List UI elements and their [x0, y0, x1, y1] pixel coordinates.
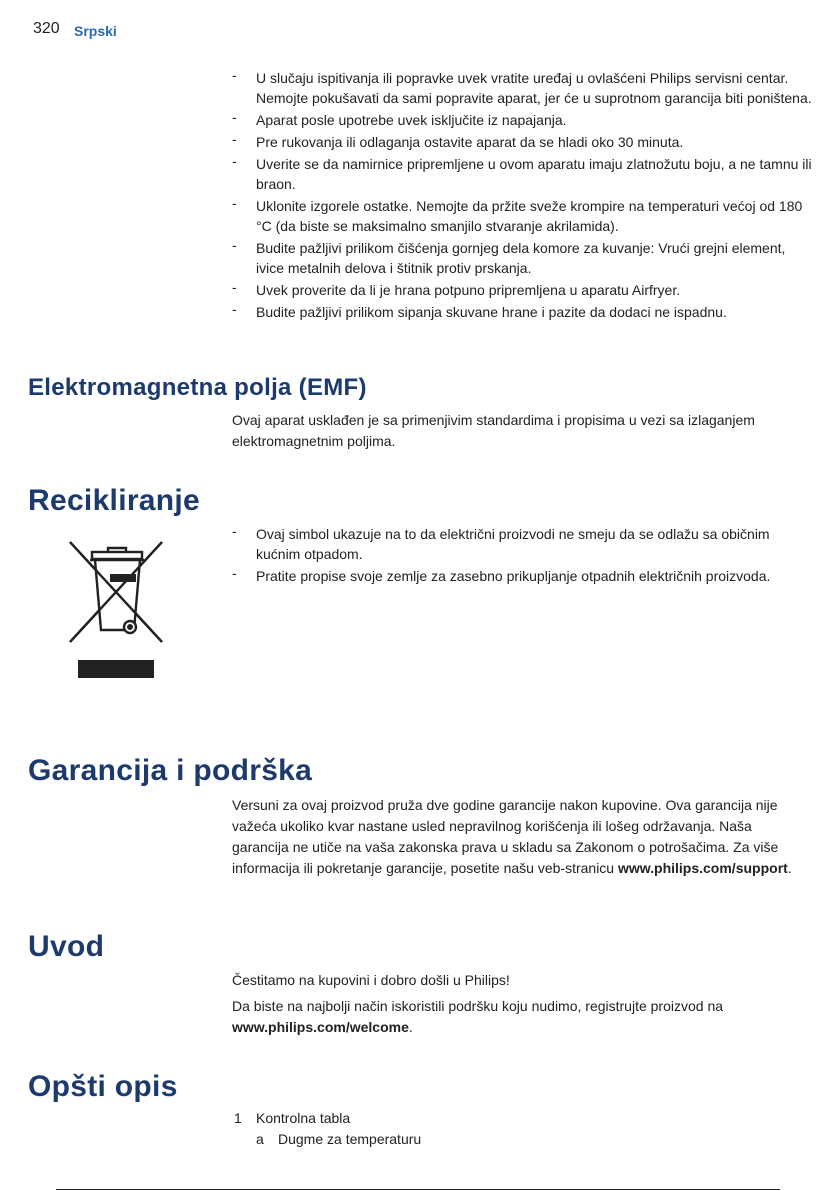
overview-heading: Opšti opis: [28, 1070, 178, 1103]
intro-greeting: Čestitamo na kupovini i dobro došli u Philips!: [232, 972, 510, 988]
language-label: Srpski: [74, 23, 117, 39]
intro-text: Da biste na najbolji način iskoristili podršku koju nudimo, registrujte proizvod na www.philips.com/welcome.: [232, 998, 724, 1035]
emf-heading: Elektromagnetna polja (EMF): [28, 374, 367, 401]
weee-crossed-bin-icon: [68, 538, 164, 680]
list-item: - Ovaj simbol ukazuje na to da električni proizvodi ne smeju da se odlažu sa običnim kućnim otpadom.: [232, 523, 770, 562]
list-item: - Uvek proverite da li je hrana potpuno pripremljena u aparatu Airfryer.: [232, 279, 681, 298]
list-item: - Pratite propise svoje zemlje za zasebno prikupljanje otpadnih električnih proizvoda.: [232, 565, 771, 584]
list-item: - Uklonite izgorele ostatke. Nemojte da pržite sveže krompire na temperaturi većoj od 180 °C (da biste se maksimalno smanjilo stvaranje akrilamida).: [232, 195, 803, 234]
list-item: - Budite pažljivi prilikom sipanja skuvane hrane i pazite da dodaci ne ispadnu.: [232, 301, 727, 320]
welcome-link[interactable]: www.philips.com/welcome: [232, 1019, 409, 1035]
recycling-heading: Recikliranje: [28, 484, 201, 517]
intro-heading: Uvod: [28, 930, 105, 963]
warranty-text: Versuni za ovaj proizvod pruža dve godine garancije nakon kupovine. Ova garancija nije važeća ukoliko kvar nastane usled nepravilnog korišćenja ili lošeg održavanja. Naša garancija ne utiče na vaša zakonska prava u skladu sa Zakonom o potrošačima. Za više informacija ili pokretanje garancije, posetite našu veb-stranicu www.philips.com/support.: [232, 797, 792, 876]
page-number: 320: [33, 20, 60, 37]
footer-rule: [56, 1189, 780, 1190]
warranty-heading: Garancija i podrška: [28, 754, 313, 787]
list-item: - Aparat posle upotrebe uvek isključite iz napajanja.: [232, 109, 567, 128]
list-item: - Pre rukovanja ili odlaganja ostavite aparat da se hladi oko 30 minuta.: [232, 131, 684, 150]
support-link[interactable]: www.philips.com/support: [617, 860, 788, 876]
safety-list: [232, 68, 812, 324]
list-item: - Uverite se da namirnice pripremljene u ovom aparatu imaju zlatnožutu boju, a ne tamnu ili braon.: [232, 153, 812, 192]
list-item: - Budite pažljivi prilikom čišćenja gornjeg dela komore za kuvanje: Vrući grejni element, ivice metalnih delova i štitnik protiv prskanja.: [232, 237, 786, 276]
emf-text: Ovaj aparat usklađen je sa primenjivim standardima i propisima u vezi sa izlaganjem elektromagnetnim poljima.: [232, 412, 755, 449]
list-item: - U slučaju ispitivanja ili popravke uvek vratite uređaj u ovlašćeni Philips servisni centar. Nemojte pokušavati da sami popravite aparat, jer će u suprotnom garancija biti poništena.: [232, 67, 812, 106]
recycling-list: [232, 524, 812, 588]
